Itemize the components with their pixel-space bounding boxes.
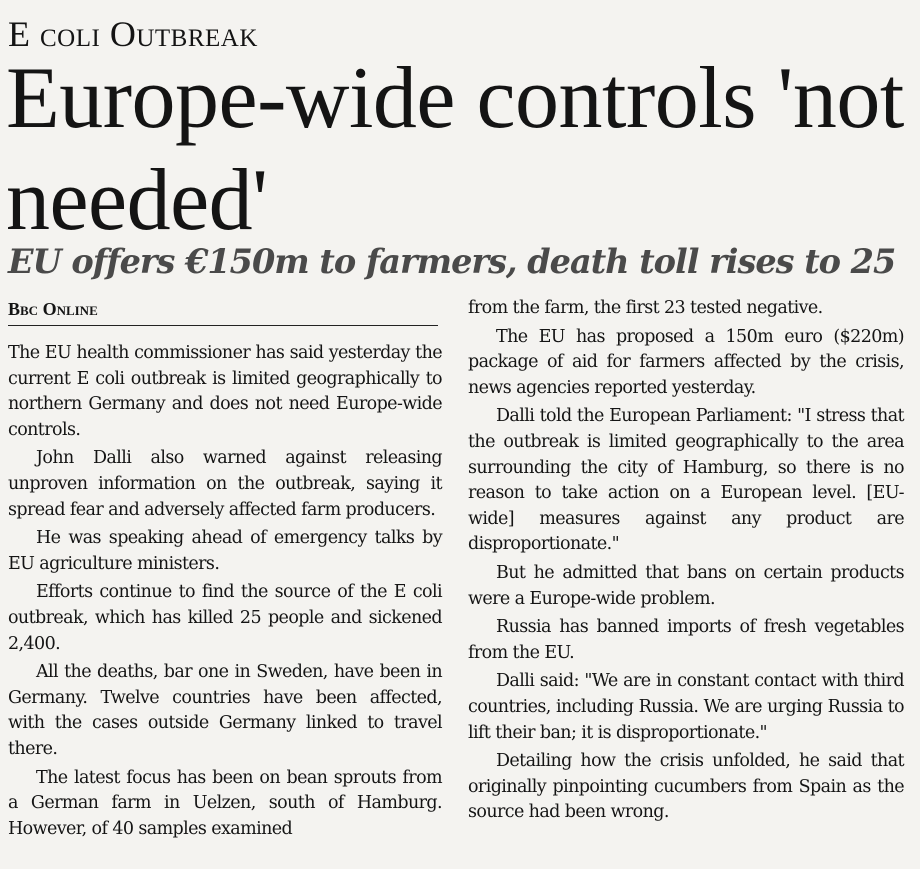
paragraph: from the farm, the first 23 tested negative.: [468, 298, 823, 318]
paragraph: All the deaths, bar one in Sweden, have been in Germany. Twelve countries have been affected, with the cases outside Germany linked to travel there.: [8, 662, 442, 759]
paragraph: John Dalli also warned against releasing unproven information on the outbreak, saying it spread fear and adversely affected farm producers.: [8, 448, 442, 520]
paragraph: The EU health commissioner has said yesterday the current E coli outbreak is limited geographically to northern Germany and does not need Europe-wide controls.: [8, 343, 442, 440]
subheadline: EU offers €150m to farmers, death toll rises to 25: [8, 242, 896, 281]
byline: Bbc Online: [8, 297, 438, 326]
paragraph: The latest focus has been on bean sprouts from a German farm in Uelzen, south of Hamburg. However, of 40 samples examined: [8, 767, 442, 839]
paragraph: But he admitted that bans on certain products were a Europe-wide problem.: [468, 562, 904, 609]
section-kicker: E coli Outbreak: [8, 14, 258, 54]
paragraph: Russia has banned imports of fresh vegetables from the EU.: [468, 617, 904, 663]
paragraph: Dalli said: "We are in constant contact with third countries, including Russia. We are urging Russia to lift their ban; it is disproportionate.": [468, 671, 904, 743]
paragraph: Efforts continue to find the source of the E coli outbreak, which has killed 25 people and sickened 2,400.: [8, 582, 442, 654]
paragraph: The EU has proposed a 150m euro ($220m) package of aid for farmers affected by the crisis, news agencies reported yesterday.: [468, 326, 904, 398]
paragraph: He was speaking ahead of emergency talks by EU agriculture ministers.: [8, 528, 442, 574]
headline: Europe-wide controls 'not needed': [6, 50, 904, 249]
paragraph: Detailing how the crisis unfolded, he said that originally pinpointing cucumbers from Spain as the source had been wrong.: [468, 751, 904, 823]
article-column-right: [468, 296, 904, 829]
paragraph: Dalli told the European Parliament: "I stress that the outbreak is limited geographically to the area surrounding the city of Hamburg, so there is no reason to take action on a European level. [EU-wide] measures against any product are disproportionate.": [468, 406, 904, 555]
article-column-left: [8, 341, 442, 845]
